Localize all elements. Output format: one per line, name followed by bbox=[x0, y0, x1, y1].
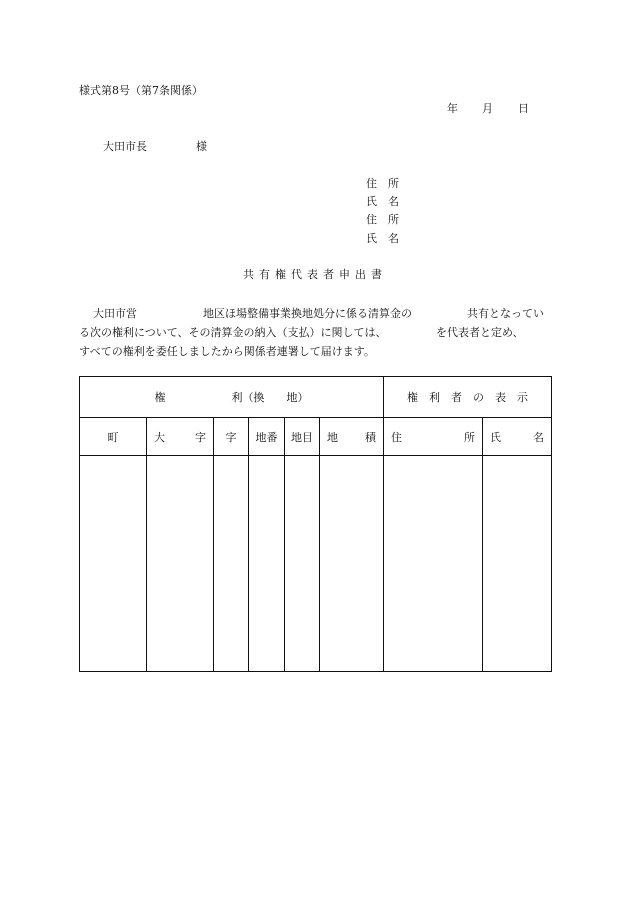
column-header-oaza-char: 字 bbox=[195, 430, 206, 444]
column-header-area-char: 積 bbox=[365, 430, 377, 444]
column-header-area-char: 地 bbox=[327, 430, 338, 444]
rights-table bbox=[79, 376, 552, 672]
column-header-address bbox=[384, 418, 483, 456]
form-number: 様式第8号（第7条関係） bbox=[79, 84, 203, 97]
column-header-address-char: 所 bbox=[464, 430, 476, 444]
addressee-name: 大田市長 bbox=[103, 140, 147, 153]
applicant-name-label: 氏 名 bbox=[366, 195, 399, 208]
body-line: すべての権利を委任しましたから関係者連署して届けます。 bbox=[79, 345, 375, 358]
column-header-name-char: 氏 bbox=[490, 430, 502, 444]
table-row-blank bbox=[80, 456, 552, 672]
column-header-name-char: 名 bbox=[533, 430, 545, 444]
cell-name[interactable] bbox=[483, 456, 552, 672]
date-day-label: 日 bbox=[518, 102, 529, 115]
column-header-land-category: 地目 bbox=[285, 418, 320, 456]
cell-area[interactable] bbox=[320, 456, 384, 672]
column-header-area bbox=[320, 418, 384, 456]
cell-oaza[interactable] bbox=[147, 456, 214, 672]
column-header-address-char: 住 bbox=[391, 430, 403, 444]
column-header-town: 町 bbox=[80, 418, 147, 456]
cell-address[interactable] bbox=[384, 456, 483, 672]
column-header-lot-number: 地番 bbox=[249, 418, 285, 456]
holders-group-header: 権 利 者 の 表 示 bbox=[384, 377, 552, 418]
addressee-honorific: 様 bbox=[196, 140, 207, 153]
applicant-address-label: 住 所 bbox=[366, 213, 399, 226]
column-header-oaza-char: 大 bbox=[154, 430, 165, 444]
applicant-address-label: 住 所 bbox=[366, 177, 399, 190]
cell-aza[interactable] bbox=[214, 456, 249, 672]
table-group-header-row bbox=[80, 377, 552, 418]
cell-town[interactable] bbox=[80, 456, 147, 672]
body-line: る次の権利について、その清算金の納入（支払）に関しては、 を代表者と定め、 bbox=[79, 326, 524, 339]
date-month-label: 月 bbox=[482, 102, 493, 115]
body-line: 大田市営 地区ほ場整備事業換地処分に係る清算金の 共有となってい bbox=[93, 307, 544, 320]
column-header-aza: 字 bbox=[214, 418, 249, 456]
column-header-oaza bbox=[147, 418, 214, 456]
cell-land-category[interactable] bbox=[285, 456, 320, 672]
cell-lot-number[interactable] bbox=[249, 456, 285, 672]
applicant-name-label: 氏 名 bbox=[366, 232, 399, 245]
date-year-label: 年 bbox=[447, 102, 458, 115]
table-column-header-row bbox=[80, 418, 552, 456]
document-title: 共有権代表者申出書 bbox=[243, 268, 387, 281]
rights-group-header: 権 利（換 地） bbox=[80, 377, 384, 418]
column-header-name bbox=[483, 418, 552, 456]
